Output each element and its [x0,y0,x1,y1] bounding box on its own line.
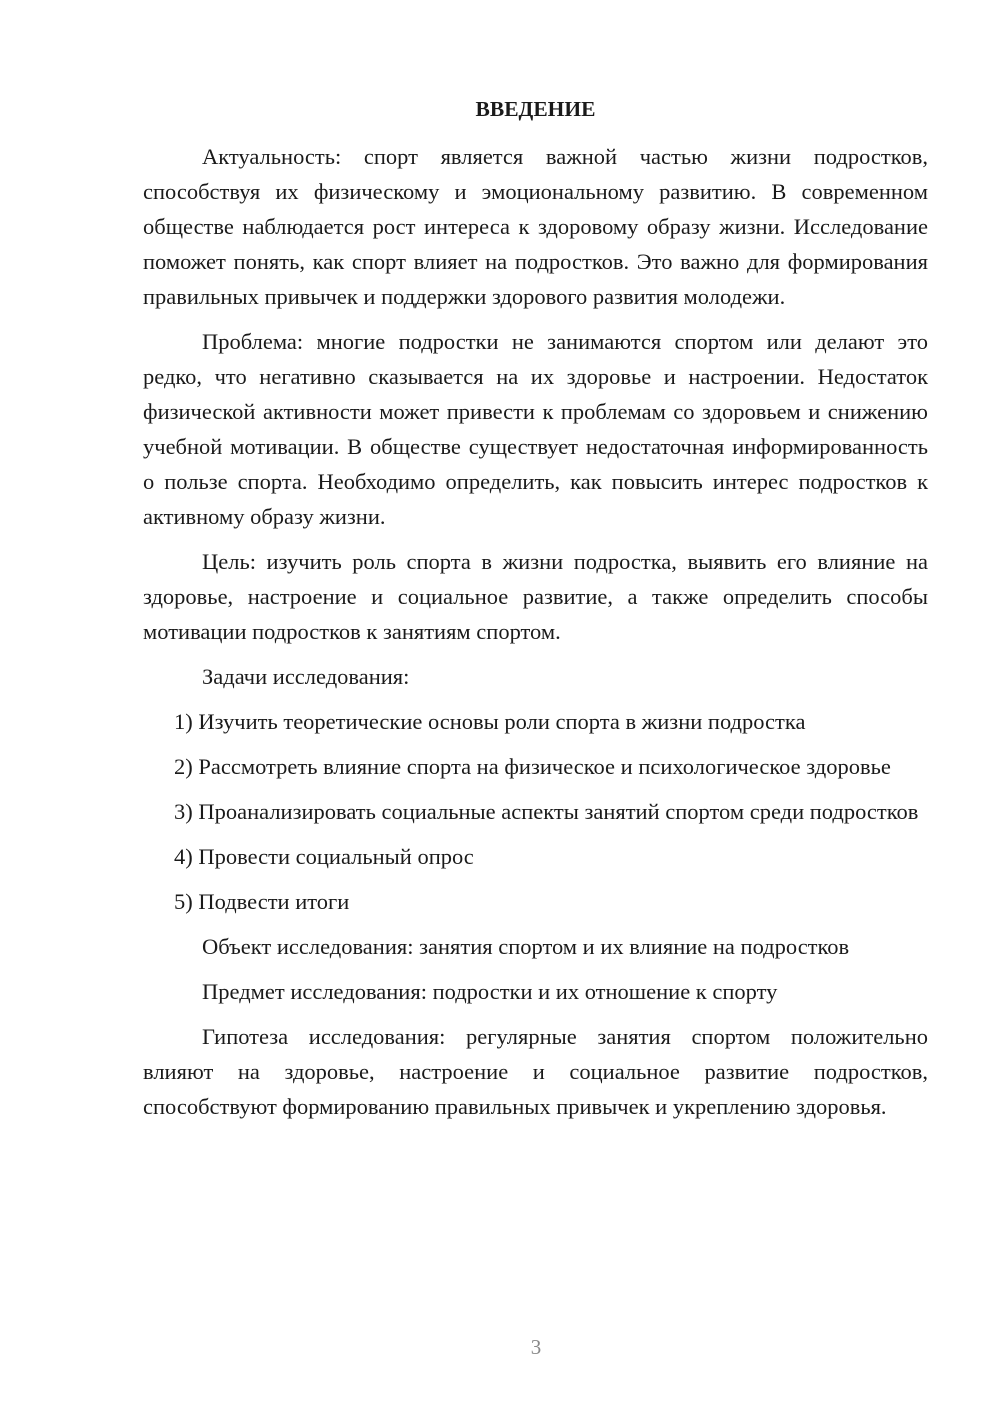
tasks-heading: Задачи исследования: [202,664,410,689]
hypothesis-paragraph: Гипотеза исследования: регулярные занятия спортом положительно влияют на здоровье, настроение и социальное развитие подростков, способствуют формированию правильных привычек и укреплению здоровья. [143,1024,928,1119]
section-title: ВВЕДЕНИЕ [475,97,596,121]
problem-paragraph: Проблема: многие подростки не занимаются спортом или делают это редко, что негативно сказывается на их здоровье и настроении. Недостаток физической активности может привести к проблемам со здоровьем и снижению учебной мотивации. В обществе существует недостаточная информированность о пользе спорта. Необходимо определить, как повысить интерес подростков к активному образу жизни. [143,329,928,529]
task-item-5: 5) Подвести итоги [174,889,350,914]
task-item-1: 1) Изучить теоретические основы роли спорта в жизни подростка [174,709,806,734]
task-item-4: 4) Провести социальный опрос [174,844,474,869]
page-content [143,92,928,1124]
research-subject: Предмет исследования: подростки и их отношение к спорту [202,979,778,1004]
relevance-paragraph: Актуальность: спорт является важной частью жизни подростков, способствуя их физическому и эмоциональному развитию. В современном обществе наблюдается рост интереса к здоровому образу жизни. Исследование поможет понять, как спорт влияет на подростков. Это важно для формирования правильных привычек и поддержки здорового развития молодежи. [143,144,928,309]
goal-paragraph: Цель: изучить роль спорта в жизни подростка, выявить его влияние на здоровье, настроение и социальное развитие, а также определить способы мотивации подростков к занятиям спортом. [143,549,928,644]
task-item-2: 2) Рассмотреть влияние спорта на физическое и психологическое здоровье [174,754,891,779]
research-object: Объект исследования: занятия спортом и их влияние на подростков [202,934,850,959]
task-item-3: 3) Проанализировать социальные аспекты занятий спортом среди подростков [174,799,919,824]
page-number: 3 [530,1335,542,1359]
